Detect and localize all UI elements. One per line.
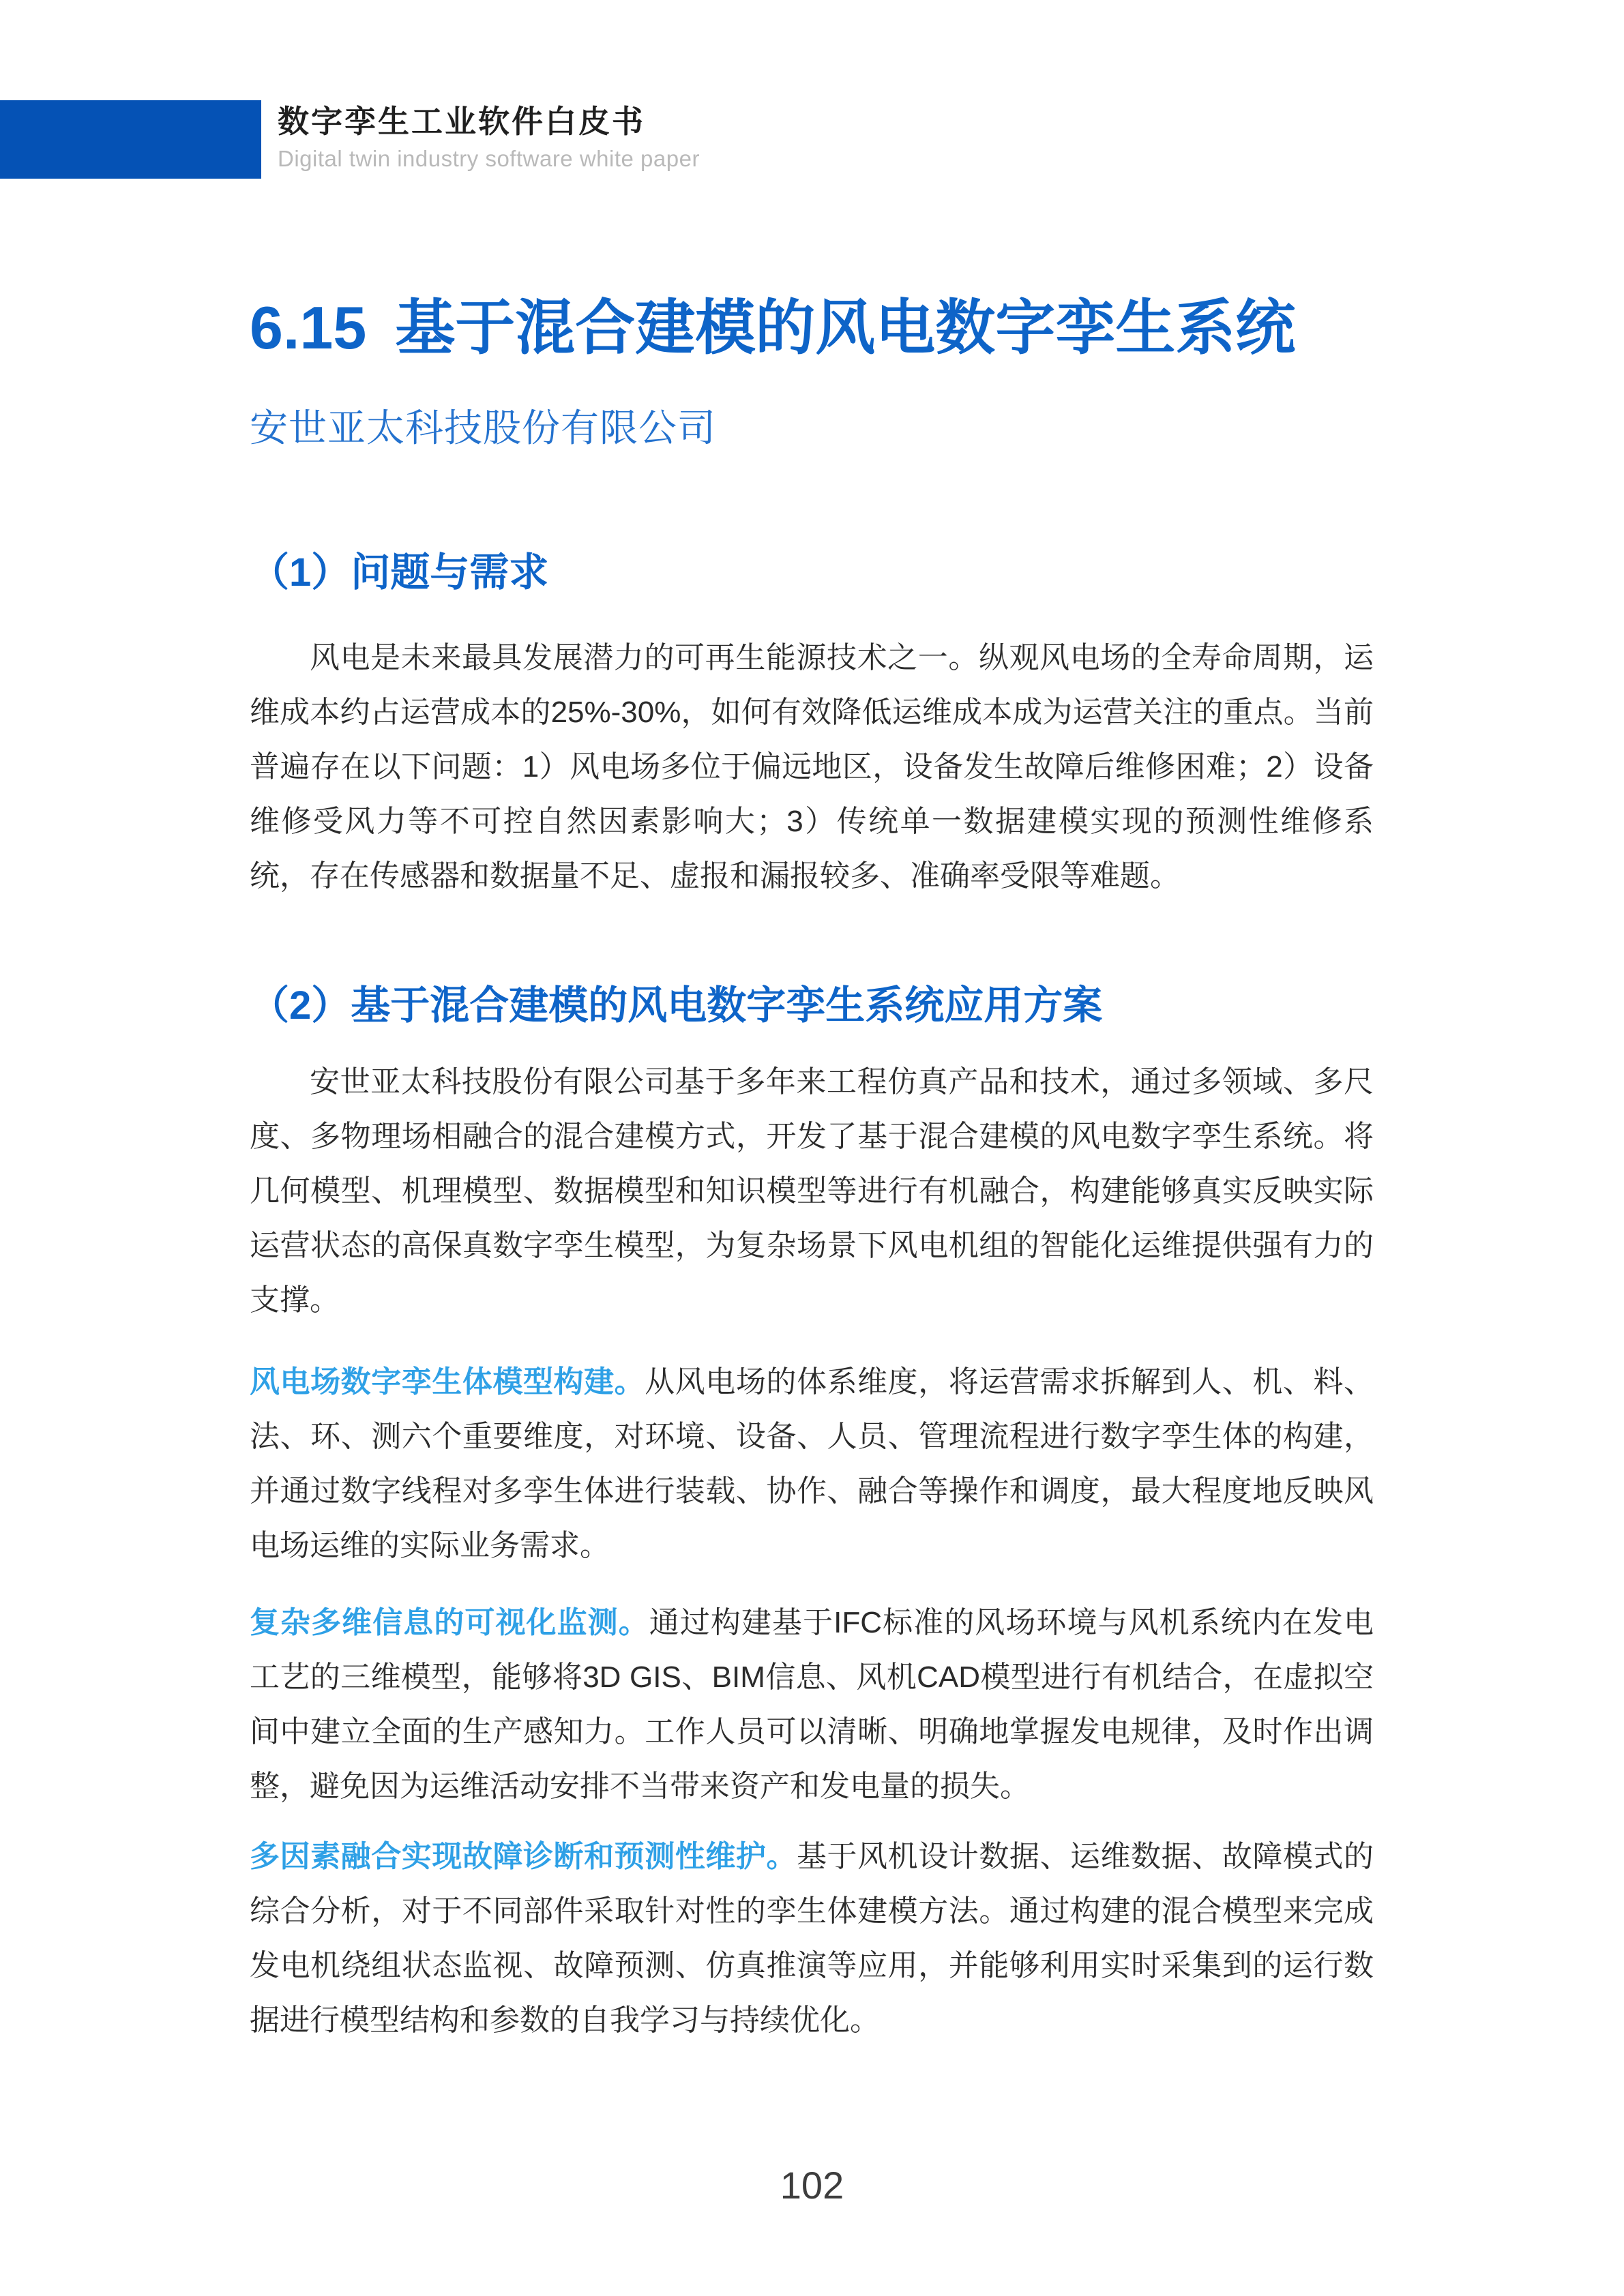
leadin-model-construction-body: 从风电场的体系维度，将运营需求拆解到人、机、料、法、环、测六个重要维度，对环境、设备、人员、管理流程进行数字孪生体的构建，并通过数字线程对多孪生体进行装载、协作、融合等操作和调度，最大程度地反映风电场运维的实际业务需求。	[250, 1365, 1374, 1562]
paragraph-solution-overview: 安世亚太科技股份有限公司基于多年来工程仿真产品和技术，通过多领域、多尺度、多物理场相融合的混合建模方式，开发了基于混合建模的风电数字孪生系统。将几何模型、机理模型、数据模型和知识模型等进行有机融合，构建能够真实反映实际运营状态的高保真数字孪生模型，为复杂场景下风电机组的智能化运维提供强有力的支撑。	[250, 1065, 1374, 1317]
paragraph-model-construction	[250, 1355, 1374, 1573]
leadin-visual-monitoring-body: 通过构建基于IFC标准的风场环境与风机系统内在发电工艺的三维模型，能够将3D GIS、BIM信息、风机CAD模型进行有机结合，在虚拟空间中建立全面的生产感知力。工作人员可以清晰、明确地掌握发电规律，及时作出调整，避免因为运维活动安排不当带来资产和发电量的损失。	[250, 1606, 1374, 1803]
header-accent-bar	[0, 100, 261, 179]
doc-header-title-en: Digital twin industry software white paper	[278, 146, 700, 171]
paragraph-visual-monitoring	[250, 1596, 1374, 1814]
leadin-visual-monitoring: 复杂多维信息的可视化监测。	[250, 1606, 649, 1639]
subsection-heading-2: （2）基于混合建模的风电数字孪生系统应用方案	[250, 983, 1103, 1028]
subsection-heading-1: （1）问题与需求	[250, 550, 549, 595]
leadin-fault-diagnosis-body: 基于风机设计数据、运维数据、故障模式的综合分析，对于不同部件采取针对性的孪生体建模方法。通过构建的混合模型来完成发电机绕组状态监视、故障预测、仿真推演等应用，并能够利用实时采集到的运行数据进行模型结构和参数的自我学习与持续优化。	[250, 1840, 1374, 2037]
leadin-fault-diagnosis: 多因素融合实现故障诊断和预测性维护。	[250, 1840, 797, 1873]
paragraph-problems-needs: 风电是未来最具发展潜力的可再生能源技术之一。纵观风电场的全寿命周期，运维成本约占运营成本的25%-30%，如何有效降低运维成本成为运营关注的重点。当前普遍存在以下问题：1）风电场多位于偏远地区，设备发生故障后维修困难；2）设备维修受风力等不可控自然因素影响大；3）传统单一数据建模实现的预测性维修系统，存在传感器和数据量不足、虚报和漏报较多、准确率受限等难题。	[250, 641, 1374, 893]
section-title-text: 基于混合建模的风电数字孪生系统	[395, 294, 1296, 361]
section-number: 6.15	[250, 294, 367, 361]
company-name: 安世亚太科技股份有限公司	[250, 406, 716, 449]
page-number: 102	[780, 2164, 844, 2207]
section-title	[250, 293, 1295, 362]
leadin-model-construction: 风电场数字孪生体模型构建。	[250, 1365, 645, 1399]
doc-header-title-cn: 数字孪生工业软件白皮书	[278, 104, 645, 139]
paragraph-fault-diagnosis	[250, 1830, 1374, 2048]
